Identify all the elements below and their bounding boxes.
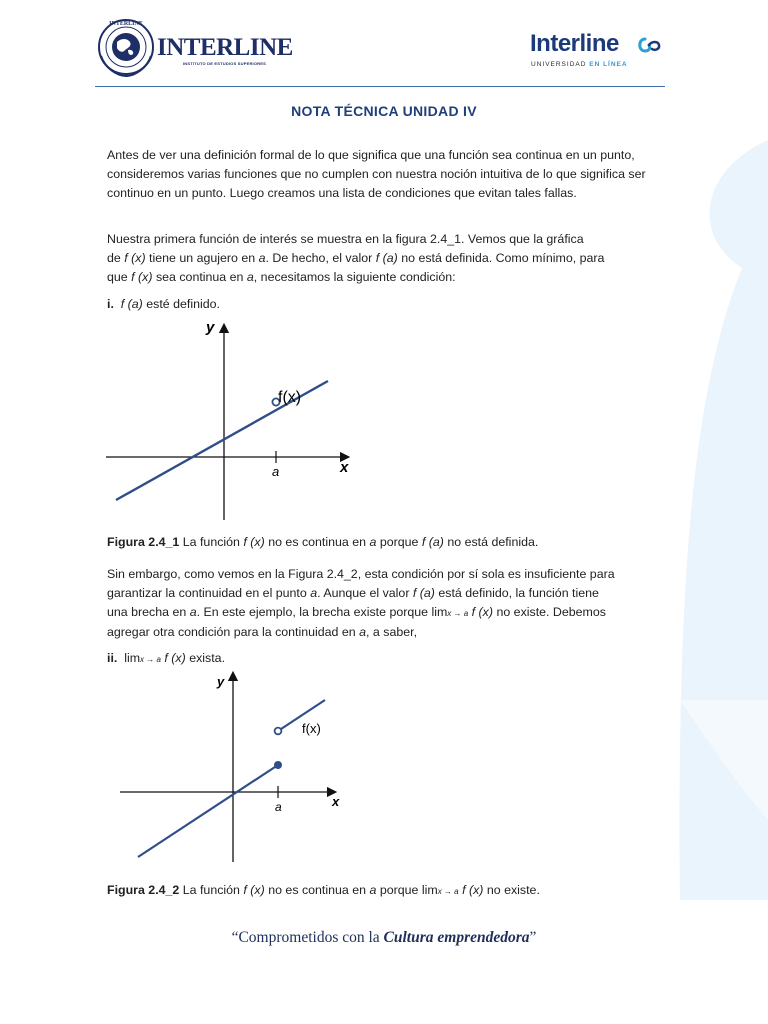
figure-2-4-2 bbox=[110, 670, 360, 865]
figure2-caption: Figura 2.4_2 La función f (x) no es continua en a porque limx → a f (x) no existe. bbox=[107, 883, 540, 897]
institute-subtitle: INSTITUTO DE ESTUDIOS SUPERIORES bbox=[183, 61, 267, 66]
condition-i: i. f (a) esté definido. bbox=[107, 297, 220, 311]
curve-label: f(x) bbox=[302, 721, 321, 736]
interline-university-logo bbox=[530, 30, 665, 80]
condition-ii: ii. limx → a f (x) exista. bbox=[107, 651, 226, 665]
university-name: Interline bbox=[530, 30, 619, 57]
svg-text:INTERLINE: INTERLINE bbox=[109, 21, 143, 27]
x-axis-label: x bbox=[332, 794, 340, 809]
x-axis-label: x bbox=[340, 459, 349, 476]
hole-point bbox=[275, 728, 282, 735]
figure1-intro-paragraph: Nuestra primera función de interés se muestra en la figura 2.4_1. Vemos que la gráfica de f (x) tiene un agujero en a. De hecho, el valor f (a) no está definida. Como mínimo, para que f (x) sea continua en a, necesitamos la siguiente condición: bbox=[107, 232, 605, 284]
interline-institute-logo bbox=[97, 14, 293, 82]
filled-point bbox=[274, 761, 282, 769]
curve-label: f(x) bbox=[278, 389, 302, 406]
institute-name: INTERLINE bbox=[157, 34, 293, 61]
university-subtitle: UNIVERSIDAD EN LÍNEA bbox=[531, 61, 628, 68]
figure1-caption: Figura 2.4_1 La función f (x) no es continua en a porque f (a) no está definida. bbox=[107, 535, 539, 549]
page-title: NOTA TÉCNICA UNIDAD IV bbox=[291, 103, 477, 119]
figure-2-4-1 bbox=[100, 318, 370, 523]
y-axis-label: y bbox=[206, 319, 215, 336]
intro-paragraph: Antes de ver una definición formal de lo que significa que una función sea continua en un punto, consideremos varias funciones que no cumplen con nuestra noción intuitiva de lo que significa ser continuo en un punto. Luego creamos una lista de condiciones que evitan tales fallas. bbox=[107, 148, 646, 200]
a-label: a bbox=[272, 464, 280, 479]
y-axis-label: y bbox=[217, 674, 225, 689]
swirl-icon bbox=[636, 36, 662, 54]
institute-seal-icon bbox=[97, 16, 155, 78]
figure2-intro-paragraph: Sin embargo, como vemos en la Figura 2.4_2, esta condición por sí sola es insuficiente para garantizar la continuidad en el punto a. Aunque el valor f (a) está definido, la función tiene una brecha en a. En este ejemplo, la brecha existe porque limx → a f (x) no existe. Debemos agregar otra condición para la continuidad en a, a saber, bbox=[107, 567, 615, 640]
page-header bbox=[95, 10, 665, 87]
a-label: a bbox=[275, 800, 282, 814]
left-branch bbox=[138, 765, 278, 857]
page-footer-slogan: “Comprometidos con la Cultura emprendedora” bbox=[231, 929, 537, 946]
